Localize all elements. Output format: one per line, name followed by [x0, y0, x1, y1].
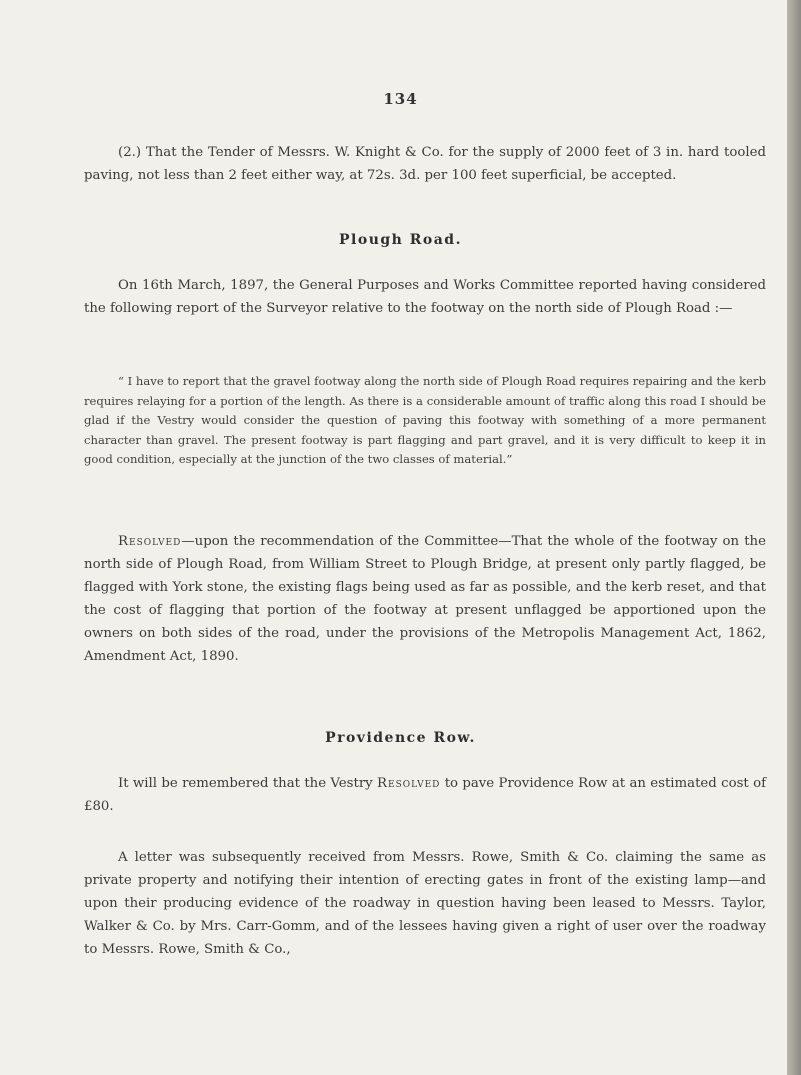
resolved-text: —upon the recommendation of the Committee—That the whole of the footway on the north side of Plough Road, from William Street to Plough Bridge, at present only partly flagged, be flagged with York stone, the existing flags being used as far as possible, and the kerb reset, and that the cost of flagging that portion of the footway at present unflagged be apportioned upon the owners on both sides of the road, under the provisions of the Metropolis Management Act, 1862, Amendment Act, 1890. — [84, 534, 766, 664]
paragraph-plough-intro: On 16th March, 1897, the General Purposes and Works Committee reported having considered the following report of the Surveyor relative to the footway on the north side of Plough Road :— — [84, 278, 766, 316]
heading-providence-row: Providence Row. — [325, 730, 476, 746]
paragraph-providence — [84, 772, 766, 818]
resolved-word: Resolved — [118, 534, 182, 549]
providence-resolved-word: Resolved — [377, 776, 441, 791]
providence-text-a: It will be remembered that the Vestry — [118, 776, 373, 791]
page-number: 134 — [383, 90, 418, 108]
paragraph-tender: (2.) That the Tender of Messrs. W. Knight & Co. for the supply of 2000 feet of 3 in. hard tooled paving, not less than 2 feet either way, at 72s. 3d. per 100 feet superficial, be accepted. — [84, 145, 766, 183]
paragraph-resolved — [84, 530, 766, 668]
paragraph-letter: A letter was subsequently received from Messrs. Rowe, Smith & Co. claiming the same as private property and notifying their intention of erecting gates in front of the existing lamp—and upon their producing evidence of the roadway in question having been leased to Messrs. Taylor, Walker & Co. by Mrs. Carr-Gomm, and of the lessees having given a right of user over the roadway to Messrs. Rowe, Smith & Co., — [84, 850, 766, 957]
heading-plough-road: Plough Road. — [339, 232, 462, 248]
providence-text-b: to pave Providence Row at an estimated cost of £80. — [84, 776, 766, 814]
quote-surveyor-report: “ I have to report that the gravel footway along the north side of Plough Road requires repairing and the kerb requires relaying for a portion of the length. As there is a considerable amount of traffic along this road I should be glad if the Vestry would consider the question of paving this footway with something of a more permanent character than gravel. The present footway is part flagging and part gravel, and it is very difficult to keep it in good condition, especially at the junction of the two classes of material.” — [84, 374, 766, 466]
page-edge-shadow — [787, 0, 801, 1075]
